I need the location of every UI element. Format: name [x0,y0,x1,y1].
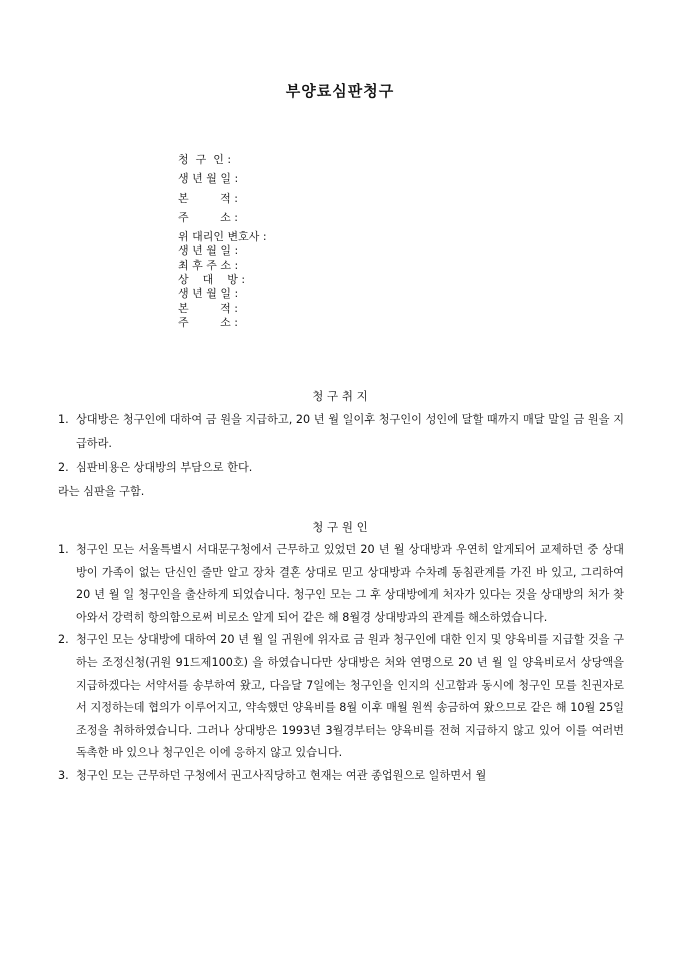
claim-purpose-closing: 라는 심판을 구함. [58,485,145,498]
item-number: 2. [58,461,69,474]
party-respondent-address: 주 소 : [178,315,238,329]
party-claimant-domicile: 본 적 : [178,191,238,205]
claim-reason-body [58,539,624,788]
claim-purpose-heading: 청 구 취 지 [312,389,368,403]
item-text: 청구인 모는 상대방에 대하여 20 년 월 일 귀원에 위자료 금 원과 청구인에 대한 인지 및 양육비를 지급할 것을 구하는 조정신청(귀원 91드제100호) 을 하였습니다만 상대방은 처와 연명으로 20 년 월 일 양육비로서 상당액을 지급하겠다는 서약서를 송부하여 왔고, 다음달 7일에는 청구인을 인지의 신고함과 동시에 청구인 모를 친권자로서 지정하는데 협의가 이루어지고, 약속했던 양육비를 8월 이후 매월 원씩 송금하여 왔으므로 같은 해 10월 25일 조정을 취하하였습니다. 그러나 상대방은 1993년 3월경부터는 양육비를 전혀 지급하지 않고 있어 이를 여러번 독촉한 바 있으나 청구인은 이에 응하지 않고 있습니다. [76,633,624,760]
item-number: 1. [58,413,69,426]
claim-reason-item [58,765,624,788]
item-number: 3. [58,768,69,782]
claim-reason-item [58,629,624,765]
party-claimant: 청 구 인 : [178,153,232,166]
item-text: 상대방은 청구인에 대하여 금 원을 지급하고, 20 년 월 일이후 청구인이 성인에 달할 때까지 매달 말일 금 원을 지급하라. [76,413,624,450]
item-text: 심판비용은 상대방의 부담으로 한다. [76,461,253,474]
party-attorney: 위 대리인 변호사 : [178,230,267,244]
claim-reason-heading: 청 구 원 인 [312,520,368,534]
party-respondent: 상 대 방 : [178,273,246,287]
party-claimant-address: 주 소 : [178,210,238,224]
document-title: 부양료심판청구 [285,82,395,100]
claim-purpose-body [58,408,624,504]
claim-purpose-item [58,408,624,456]
item-number: 2. [58,633,69,647]
item-text: 청구인 모는 근무하던 구청에서 권고사직당하고 현재는 여관 종업원으로 일하면서 월 [76,768,487,782]
item-number: 1. [58,543,69,556]
party-respondent-domicile: 본 적 : [178,301,238,315]
party-info-block [178,153,267,330]
party-attorney-birthdate: 생 년 월 일 : [178,244,239,258]
party-claimant-birthdate: 생 년 월 일 : [178,172,239,186]
claim-reason-item [58,539,624,629]
claim-purpose-item [58,456,624,480]
party-respondent-birthdate: 생 년 월 일 : [178,287,239,301]
party-attorney-last-address: 최 후 주 소 : [178,258,239,272]
item-text: 청구인 모는 서울특별시 서대문구청에서 근무하고 있었던 20 년 월 상대방과 우연히 알게되어 교제하던 중 상대방이 가족이 없는 단신인 줄만 알고 장차 결혼 상대로 믿고 상대방과 수차례 동침관계를 가진 바 있고, 그리하여 20 년 월 일 청구인을 출산하게 되었습니다. 청구인 모는 그 후 상대방에게 처자가 있다는 것을 상대방의 처가 찾아와서 강력히 항의함으로써 비로소 알게 되어 같은 해 8월경 상대방과의 관계를 해소하였습니다. [76,543,624,624]
